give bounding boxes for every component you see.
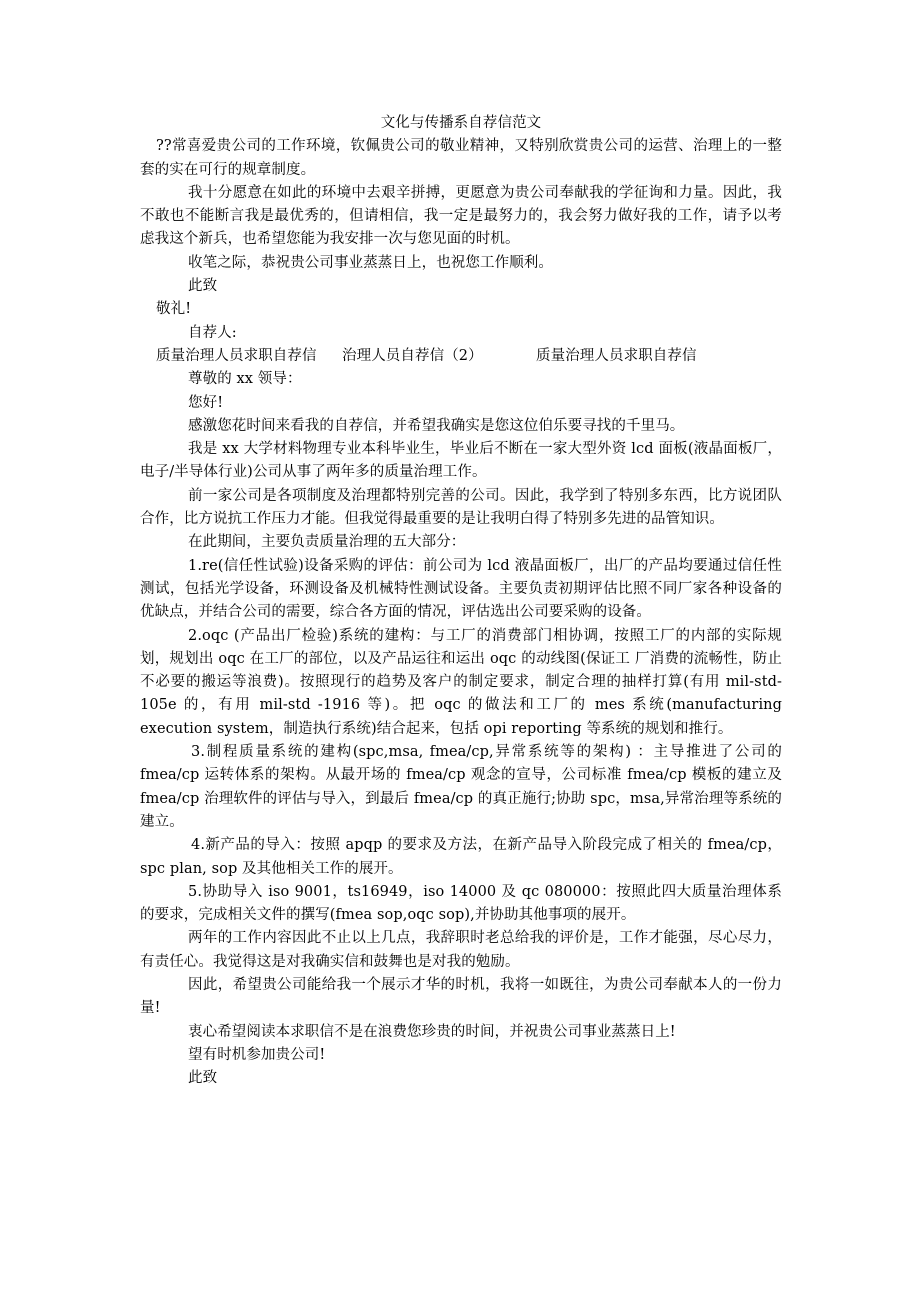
heading-segment: 治理人员自荐信（2） (342, 347, 483, 364)
salutation-line: 敬礼! (156, 301, 192, 318)
heading-segment: 质量治理人员求职自荐信 (536, 347, 697, 364)
list-item-paragraph: 2.oqc (产品出厂检验)系统的建构：与工厂的消费部门相协调，按照工厂的内部的实际规划，规划出 oqc 在工厂的部位，以及产品运往和运出 oqc 的动线图(保证工 厂消费的流畅性，防止不必要的搬运等浪费)。按照现行的趋势及客户的制定要求，制定合理的抽样打算(有用 mil-std-105e 的，有用 mil-std -1916 等)。把 oqc 的做法和工厂的 mes 系统(manufacturing execution system，制造执行系统)结合起来，包括 opi reporting 等系统的规划和推行。 (140, 627, 782, 737)
paragraph: 前一家公司是各项制度及治理都特别完善的公司。因此，我学到了特别多东西，比方说团队合作，比方说抗工作压力才能。但我觉得最重要的是让我明白得了特别多先进的品管知识。 (140, 487, 782, 528)
paragraph: ??常喜爱贵公司的工作环境，钦佩贵公司的敬业精神，又特别欣赏贵公司的运营、治理上的一整套的实在可行的规章制度。 (140, 138, 782, 178)
list-item-paragraph: 1.re(信任性试验)设备采购的评估：前公司为 lcd 液晶面板厂，出厂的产品均要通过信任性测试，包括光学设备，环测设备及机械特性测试设备。主要负责初期评估比照不同厂家各种设备的优缺点，并结合公司的需要，综合各方面的情况，评估选出公司要采购的设备。 (140, 557, 782, 621)
list-item-paragraph: 5.协助导入 iso 9001，ts16949，iso 14000 及 qc 080000：按照此四大质量治理体系的要求，完成相关文件的撰写(fmea sop,oqc sop),并协助其他事项的展开。 (140, 883, 782, 924)
paragraph: 两年的工作内容因此不止以上几点，我辞职时老总给我的评价是，工作才能强，尽心尽力，有责任心。我觉得这是对我确实信和鼓舞也是对我的勉励。 (140, 930, 782, 970)
signature-line: 自荐人: (188, 324, 237, 341)
document-title: 文化与传播系自荐信范文 (380, 115, 542, 131)
paragraph: 我是 xx 大学材料物理专业本科毕业生，毕业后不断在一家大型外资 lcd 面板(液晶面板厂，电子/半导体行业)公司从事了两年多的质量治理工作。 (140, 441, 782, 481)
section-heading-row (140, 345, 782, 368)
closing-line: 此致 (188, 278, 218, 295)
paragraph: 在此期间，主要负责质量治理的五大部分： (188, 534, 466, 551)
paragraph: 收笔之际，恭祝贵公司事业蒸蒸日上，也祝您工作顺利。 (188, 254, 553, 271)
greeting-line: 您好! (188, 394, 224, 411)
letter-body (140, 112, 782, 1090)
list-item-paragraph: 4.新产品的导入：按照 apqp 的要求及方法，在新产品导入阶段完成了相关的 fmea/cp，spc plan, sop 及其他相关工作的展开。 (140, 837, 782, 877)
paragraph: 衷心希望阅读本求职信不是在浪费您珍贵的时间，并祝贵公司事业蒸蒸日上! (188, 1023, 676, 1040)
list-item-paragraph: 3.制程质量系统的建构(spc,msa, fmea/cp,异常系统等的架构) ：主导推进了公司的 fmea/cp 运转体系的架构。从最开场的 fmea/cp 观念的宣导，公司标准 fmea/cp 模板的建立及 fmea/cp 治理软件的评估与导入，到最后 fmea/cp 的真正施行;协助 spc，msa,异常治理等系统的建立。 (140, 744, 782, 830)
paragraph: 感激您花时间来看我的自荐信，并希望我确实是您这位伯乐要寻找的千里马。 (188, 417, 685, 434)
paragraph: 望有时机参加贵公司! (188, 1046, 326, 1063)
paragraph: 我十分愿意在如此的环境中去艰辛拼搏，更愿意为贵公司奉献我的学征询和力量。因此，我不敢也不能断言我是最优秀的，但请相信，我一定是最努力的，我会努力做好我的工作，请予以考虑我这个新兵，也希望您能为我安排一次与您见面的时机。 (140, 184, 782, 248)
closing-line: 此致 (188, 1070, 218, 1087)
paragraph: 因此，希望贵公司能给我一个展示才华的时机，我将一如既往，为贵公司奉献本人的一份力量! (140, 976, 782, 1017)
heading-segment: 质量治理人员求职自荐信 (156, 347, 317, 364)
greeting-line: 尊敬的 xx 领导： (188, 371, 302, 388)
